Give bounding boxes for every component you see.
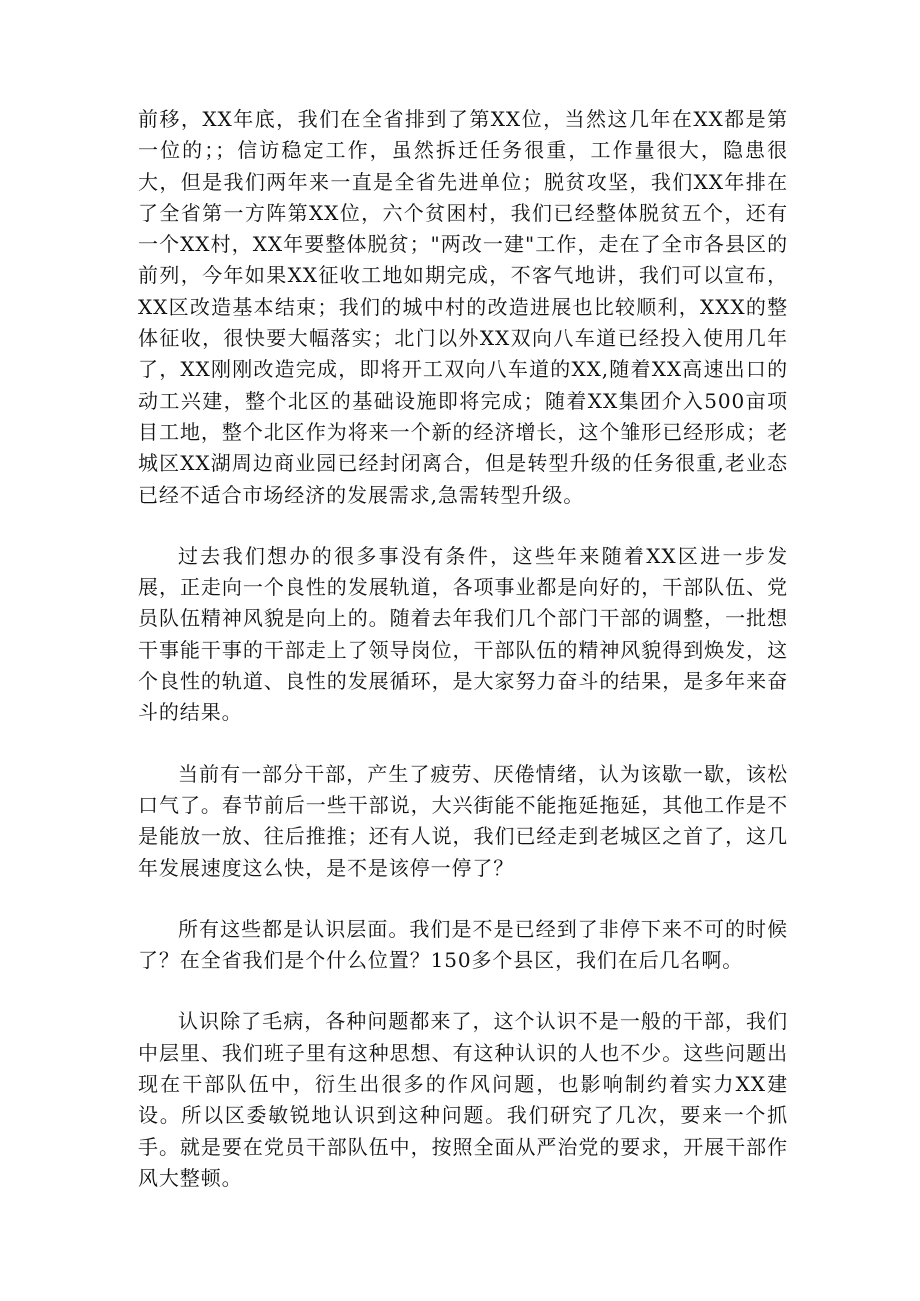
paragraph-3: 当前有一部分干部，产生了疲劳、厌倦情绪，认为该歇一歇，该松口气了。春节前后一些干部说，大兴街能不能拖延拖延，其他工作是不是能放一放、往后推推；还有人说，我们已经走到老城区之首了，这几年发展速度这么快，是不是该停一停了？ [138, 761, 788, 880]
document-body [138, 104, 788, 1194]
paragraph-1: 前移，XX年底，我们在全省排到了第XX位，当然这几年在XX都是第一位的；；信访稳定工作，虽然拆迁任务很重，工作量很大，隐患很大，但是我们两年来一直是全省先进单位；脱贫攻坚，我们XX年排在了全省第一方阵第XX位，六个贫困村，我们已经整体脱贫五个，还有一个XX村，XX年要整体脱贫；"两改一建"工作，走在了全市各县区的前列，今年如果XX征收工地如期完成，不客气地讲，我们可以宣布，XX区改造基本结束；我们的城中村的改造进展也比较顺利，XXX的整体征收，很快要大幅落实；北门以外XX双向八车道已经投入使用几年了，XX刚刚改造完成，即将开工双向八车道的XX,随着XX高速出口的动工兴建，整个北区的基础设施即将完成；随着XX集团介入500亩项目工地，整个北区作为将来一个新的经济增长，这个雏形已经形成；老城区XX湖周边商业园已经封闭离合，但是转型升级的任务很重,老业态已经不适合市场经济的发展需求,急需转型升级。 [138, 107, 788, 507]
paragraph-5: 认识除了毛病，各种问题都来了，这个认识不是一般的干部，我们中层里、我们班子里有这种思想、有这种认识的人也不少。这些问题出现在干部队伍中，衍生出很多的作风问题，也影响制约着实力XX建设。所以区委敏锐地认识到这种问题。我们研究了几次，要来一个抓手。就是要在党员干部队伍中，按照全面从严治党的要求，开展干部作风大整顿。 [138, 1009, 788, 1190]
paragraph-2: 过去我们想办的很多事没有条件，这些年来随着XX区进一步发展，正走向一个良性的发展轨道，各项事业都是向好的，干部队伍、党员队伍精神风貌是向上的。随着去年我们几个部门干部的调整，一批想干事能干事的干部走上了领导岗位，干部队伍的精神风貌得到焕发，这个良性的轨道、良性的发展循环，是大家努力奋斗的结果，是多年来奋斗的结果。 [138, 543, 788, 725]
paragraph-4: 所有这些都是认识层面。我们是不是已经到了非停下来不可的时候了？在全省我们是个什么位置？150多个县区，我们在后几名啊。 [138, 916, 788, 973]
